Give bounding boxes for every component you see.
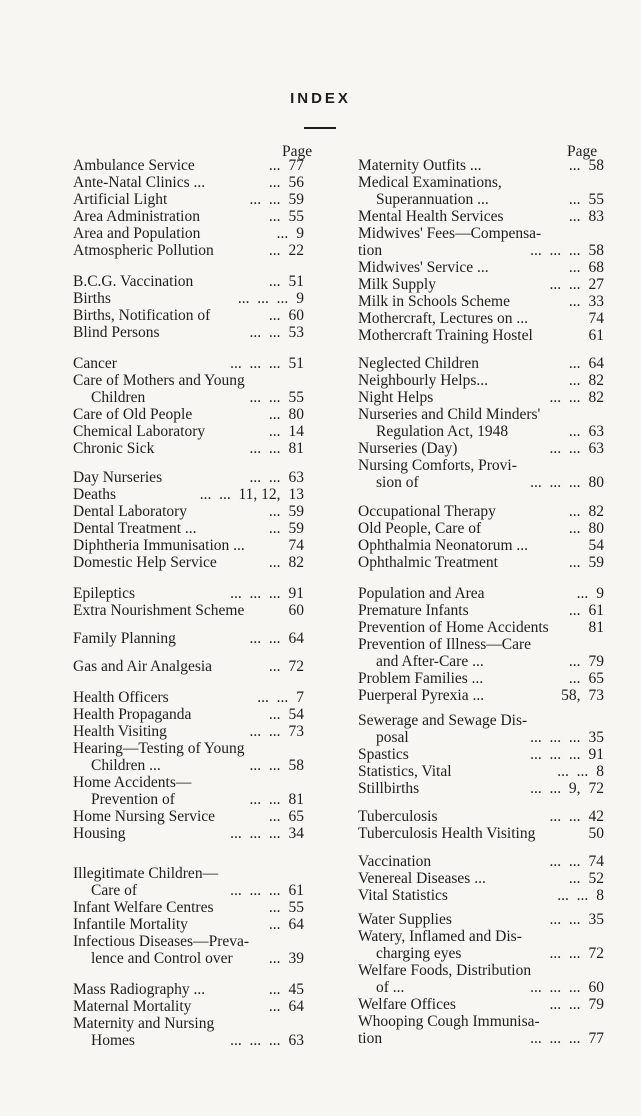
entry-term: Midwives' Fees—Compensa-: [358, 225, 542, 242]
entry-term: Births: [73, 290, 111, 307]
entry-term: Welfare Foods, Distribution: [358, 962, 532, 979]
entry-page-number: 8: [596, 763, 604, 780]
entry-term: of ...: [376, 979, 405, 996]
entry-leader: ... ...: [549, 996, 581, 1013]
entry-term: Nursing Comforts, Provi-: [358, 457, 517, 474]
entry-page-number: 82: [588, 503, 604, 520]
entry-leader: ...: [568, 503, 581, 520]
entry-page-number: 73: [288, 723, 304, 740]
entry-leader: ... ...: [557, 887, 589, 904]
page-column-heading-left: Page: [282, 143, 313, 160]
entry-term: Chemical Laboratory: [73, 423, 206, 440]
entry-term: tion: [358, 1030, 383, 1047]
entry-page-number: 59: [288, 191, 304, 208]
entry-page-number: 79: [588, 653, 604, 670]
entry-term: Care of Mothers and Young: [73, 372, 245, 389]
entry-leader: ... ... ...: [530, 729, 581, 746]
entry-leader: ...: [568, 520, 581, 537]
entry-term: Health Officers: [73, 689, 169, 706]
entry-leader: ...: [576, 585, 589, 602]
entry-leader: ... ...: [249, 630, 281, 647]
entry-term: Infantile Mortality: [73, 916, 188, 933]
entry-leader: ...: [268, 242, 281, 259]
entry-page-number: 9: [296, 225, 304, 242]
entry-term: Medical Examinations,: [358, 174, 502, 191]
entry-term: Prevention of Home Accidents: [358, 619, 549, 636]
entry-leader: ... ... ...: [530, 979, 581, 996]
entry-term: Ante-Natal Clinics ...: [73, 174, 206, 191]
entry-term: Premature Infants: [358, 602, 469, 619]
entry-page-number: 56: [288, 174, 304, 191]
entry-page-number: 68: [588, 259, 604, 276]
entry-term: Vital Statistics: [358, 887, 448, 904]
entry-term: B.C.G. Vaccination: [73, 273, 194, 290]
entry-page-number: 80: [588, 474, 604, 491]
entry-leader: ...: [568, 293, 581, 310]
entry-page-number: 7: [296, 689, 304, 706]
entry-term: Infectious Diseases—Preva-: [73, 933, 250, 950]
entry-leader: ...: [268, 208, 281, 225]
entry-page-number: 58: [588, 242, 604, 259]
entry-page-number: 60: [288, 602, 304, 619]
entry-leader: ...: [268, 503, 281, 520]
entry-term: Maternity and Nursing: [73, 1015, 215, 1032]
entry-term: Watery, Inflamed and Dis-: [358, 928, 522, 945]
entry-term: Care of Old People: [73, 406, 193, 423]
entry-leader: ...: [568, 554, 581, 571]
entry-page-number: 51: [288, 273, 304, 290]
entry-leader: ... ... ...: [237, 290, 289, 307]
entry-term: Day Nurseries: [73, 469, 163, 486]
entry-term: Sewerage and Sewage Dis-: [358, 712, 528, 729]
entry-leader: ... ...: [249, 440, 281, 457]
entry-leader: ... ... ...: [230, 882, 281, 899]
entry-page-number: 61: [588, 602, 604, 619]
entry-page-number: 81: [288, 791, 304, 808]
entry-leader: ... ... ...: [530, 746, 581, 763]
entry-leader: ... ... 9,: [530, 780, 581, 797]
entry-term: Ophthalmia Neonatorum ...: [358, 537, 529, 554]
entry-term: Health Propaganda: [73, 706, 192, 723]
entry-page-number: 74: [288, 537, 304, 554]
entry-page-number: 73: [588, 687, 604, 704]
entry-page-number: 50: [588, 825, 604, 842]
entry-leader: ...: [268, 520, 281, 537]
entry-leader: ... ...: [549, 945, 581, 962]
entry-page-number: 63: [288, 469, 304, 486]
entry-leader: ...: [268, 950, 281, 967]
entry-term: Dental Laboratory: [73, 503, 188, 520]
entry-term: Housing: [73, 825, 126, 842]
entry-leader: ...: [268, 706, 281, 723]
entry-term: Deaths: [73, 486, 117, 503]
entry-leader: ... ...: [549, 808, 581, 825]
entry-page-number: 64: [288, 916, 304, 933]
entry-page-number: 63: [588, 440, 604, 457]
entry-leader: ...: [268, 916, 281, 933]
entry-term: Gas and Air Analgesia: [73, 658, 213, 675]
entry-term: Children: [91, 389, 146, 406]
entry-leader: ... ... ...: [230, 585, 281, 602]
entry-term: Care of: [91, 882, 138, 899]
entry-leader: ... ...: [249, 191, 281, 208]
entry-leader: ...: [268, 273, 281, 290]
entry-page-number: 79: [588, 996, 604, 1013]
entry-page-number: 59: [588, 554, 604, 571]
entry-page-number: 51: [288, 355, 304, 372]
entry-term: Maternal Mortality: [73, 998, 192, 1015]
entry-page-number: 64: [288, 630, 304, 647]
entry-term: Superannuation ...: [376, 191, 489, 208]
entry-term: Cancer: [73, 355, 117, 372]
entry-page-number: 60: [288, 307, 304, 324]
entry-term: Ambulance Service: [73, 157, 195, 174]
entry-term: Mass Radiography ...: [73, 981, 206, 998]
entry-term: Illegitimate Children—: [73, 865, 219, 882]
entry-page-number: 82: [588, 389, 604, 406]
entry-term: Whooping Cough Immunisa-: [358, 1013, 540, 1030]
entry-leader: ...: [568, 157, 581, 174]
entry-term: posal: [376, 729, 409, 746]
entry-term: Hearing—Testing of Young: [73, 740, 245, 757]
entry-page-number: 65: [288, 808, 304, 825]
entry-page-number: 61: [288, 882, 304, 899]
entry-leader: ... ...: [249, 469, 281, 486]
entry-term: Puerperal Pyrexia ...: [358, 687, 485, 704]
entry-term: Dental Treatment ...: [73, 520, 197, 537]
entry-page-number: 60: [588, 979, 604, 996]
entry-page-number: 22: [288, 242, 304, 259]
entry-term: Venereal Diseases ...: [358, 870, 486, 887]
entry-page-number: 9: [296, 290, 304, 307]
entry-term: Infant Welfare Centres: [73, 899, 214, 916]
entry-leader: ...: [568, 602, 581, 619]
entry-page-number: 55: [588, 191, 604, 208]
entry-term: Statistics, Vital: [358, 763, 452, 780]
entry-term: Home Accidents—: [73, 774, 192, 791]
entry-term: and After-Care ...: [376, 653, 484, 670]
entry-leader: ...: [268, 981, 281, 998]
entry-term: charging eyes: [376, 945, 462, 962]
entry-page-number: 42: [588, 808, 604, 825]
entry-term: Domestic Help Service: [73, 554, 217, 571]
entry-page-number: 63: [588, 423, 604, 440]
entry-leader: ...: [268, 406, 281, 423]
entry-leader: ... ...: [257, 689, 289, 706]
entry-page-number: 27: [588, 276, 604, 293]
entry-page-number: 35: [588, 911, 604, 928]
entry-page-number: 61: [588, 327, 604, 344]
entry-leader: ... ... ...: [530, 474, 581, 491]
entry-leader: ... ...: [249, 757, 281, 774]
page-title: INDEX: [290, 90, 351, 107]
entry-page-number: 72: [588, 945, 604, 962]
entry-page-number: 45: [288, 981, 304, 998]
entry-page-number: 77: [588, 1030, 604, 1047]
entry-page-number: 91: [288, 585, 304, 602]
entry-term: sion of: [376, 474, 419, 491]
entry-leader: ... ...: [249, 389, 281, 406]
entry-leader: ...: [268, 658, 281, 675]
entry-page-number: 13: [288, 486, 304, 503]
page-column-heading-right: Page: [567, 143, 598, 160]
entry-page-number: 81: [288, 440, 304, 457]
entry-term: Milk Supply: [358, 276, 436, 293]
entry-term: Mothercraft Training Hostel: [358, 327, 533, 344]
entry-page-number: 80: [288, 406, 304, 423]
entry-page-number: 55: [288, 389, 304, 406]
entry-leader: ... ...: [549, 911, 581, 928]
entry-page-number: 91: [588, 746, 604, 763]
entry-page-number: 53: [288, 324, 304, 341]
entry-leader: ... ...: [549, 276, 581, 293]
entry-page-number: 59: [288, 520, 304, 537]
entry-leader: ...: [568, 259, 581, 276]
entry-page-number: 9: [596, 585, 604, 602]
entry-page-number: 34: [288, 825, 304, 842]
entry-leader: ...: [568, 870, 581, 887]
entry-leader: ...: [568, 191, 581, 208]
entry-leader: ... ...: [249, 723, 281, 740]
entry-page-number: 39: [288, 950, 304, 967]
entry-page-number: 82: [288, 554, 304, 571]
entry-leader: ...: [268, 899, 281, 916]
entry-page-number: 72: [588, 780, 604, 797]
entry-page-number: 52: [588, 870, 604, 887]
entry-leader: ...: [268, 157, 281, 174]
entry-term: Mothercraft, Lectures on ...: [358, 310, 529, 327]
entry-leader: ...: [268, 808, 281, 825]
entry-term: Prevention of Illness—Care: [358, 636, 532, 653]
entry-leader: ... ...: [249, 324, 281, 341]
entry-term: Population and Area: [358, 585, 485, 602]
entry-term: Tuberculosis Health Visiting: [358, 825, 536, 842]
entry-term: Night Helps: [358, 389, 434, 406]
entry-term: Water Supplies: [358, 911, 452, 928]
entry-page-number: 72: [288, 658, 304, 675]
entry-leader: ...: [568, 670, 581, 687]
entry-term: Health Visiting: [73, 723, 167, 740]
entry-term: Homes: [91, 1032, 135, 1049]
entry-page-number: 14: [288, 423, 304, 440]
entry-page-number: 54: [288, 706, 304, 723]
entry-page-number: 8: [596, 887, 604, 904]
entry-term: Blind Persons: [73, 324, 160, 341]
entry-leader: ...: [568, 372, 581, 389]
entry-term: Vaccination: [358, 853, 432, 870]
entry-term: Mental Health Services: [358, 208, 504, 225]
entry-term: Artificial Light: [73, 191, 168, 208]
entry-page-number: 80: [588, 520, 604, 537]
entry-page-number: 58: [588, 157, 604, 174]
entry-page-number: 83: [588, 208, 604, 225]
entry-leader: ...: [568, 653, 581, 670]
entry-leader: ...: [568, 355, 581, 372]
entry-leader: ... ...: [549, 440, 581, 457]
entry-leader: ...: [268, 998, 281, 1015]
entry-term: Extra Nourishment Scheme: [73, 602, 245, 619]
entry-leader: ...: [268, 423, 281, 440]
entry-page-number: 82: [588, 372, 604, 389]
entry-term: Maternity Outfits ...: [358, 157, 482, 174]
entry-page-number: 65: [588, 670, 604, 687]
entry-term: Welfare Offices: [358, 996, 456, 1013]
entry-term: tion: [358, 242, 383, 259]
entry-term: Area Administration: [73, 208, 200, 225]
entry-page-number: 63: [288, 1032, 304, 1049]
entry-leader: ... ...: [549, 853, 581, 870]
entry-leader: ... ... 11, 12,: [199, 486, 281, 503]
entry-leader: ...: [568, 208, 581, 225]
entry-term: Old People, Care of: [358, 520, 482, 537]
entry-term: Epileptics: [73, 585, 135, 602]
entry-term: Neighbourly Helps...: [358, 372, 489, 389]
entry-term: Home Nursing Service: [73, 808, 216, 825]
entry-term: lence and Control over: [91, 950, 233, 967]
entry-term: Neglected Children: [358, 355, 479, 372]
entry-term: Nurseries and Child Minders': [358, 406, 541, 423]
entry-term: Chronic Sick: [73, 440, 155, 457]
entry-page-number: 74: [588, 853, 604, 870]
entry-page-number: 64: [288, 998, 304, 1015]
entry-leader: ... ... ...: [530, 1030, 581, 1047]
entry-leader: ...: [268, 554, 281, 571]
entry-term: Atmospheric Pollution: [73, 242, 214, 259]
entry-leader: ...: [276, 225, 289, 242]
entry-term: Regulation Act, 1948: [376, 423, 509, 440]
entry-leader: ...: [268, 174, 281, 191]
entry-leader: ... ...: [557, 763, 589, 780]
entry-page-number: 74: [588, 310, 604, 327]
entry-page-number: 54: [588, 537, 604, 554]
entry-term: Area and Population: [73, 225, 201, 242]
entry-leader: ... ... ...: [230, 1032, 281, 1049]
entry-page-number: 58: [288, 757, 304, 774]
entry-leader: ... ... ...: [230, 825, 281, 842]
entry-term: Nurseries (Day): [358, 440, 458, 457]
entry-term: Milk in Schools Scheme: [358, 293, 510, 310]
entry-term: Diphtheria Immunisation ...: [73, 537, 245, 554]
entry-term: Midwives' Service ...: [358, 259, 489, 276]
entry-page-number: 59: [288, 503, 304, 520]
title-rule: [304, 127, 336, 129]
entry-term: Children ...: [91, 757, 161, 774]
entry-term: Tuberculosis: [358, 808, 438, 825]
entry-leader: ... ...: [249, 791, 281, 808]
entry-page-number: 81: [588, 619, 604, 636]
entry-term: Spastics: [358, 746, 409, 763]
entry-page-number: 33: [588, 293, 604, 310]
entry-page-number: 55: [288, 208, 304, 225]
entry-term: Family Planning: [73, 630, 176, 647]
entry-page-number: 35: [588, 729, 604, 746]
entry-term: Prevention of: [91, 791, 175, 808]
entry-term: Problem Families ...: [358, 670, 484, 687]
entry-term: Occupational Therapy: [358, 503, 496, 520]
entry-term: Ophthalmic Treatment: [358, 554, 498, 571]
entry-page-number: 64: [588, 355, 604, 372]
entry-term: Births, Notification of: [73, 307, 211, 324]
entry-leader: ... ... ...: [230, 355, 281, 372]
entry-leader: ...: [268, 307, 281, 324]
entry-page-number: 55: [288, 899, 304, 916]
entry-leader: ... ... ...: [530, 242, 581, 259]
entry-page-number: 77: [288, 157, 304, 174]
entry-leader: 58,: [561, 687, 581, 704]
entry-leader: ...: [568, 423, 581, 440]
entry-leader: ... ...: [549, 389, 581, 406]
entry-term: Stillbirths: [358, 780, 420, 797]
